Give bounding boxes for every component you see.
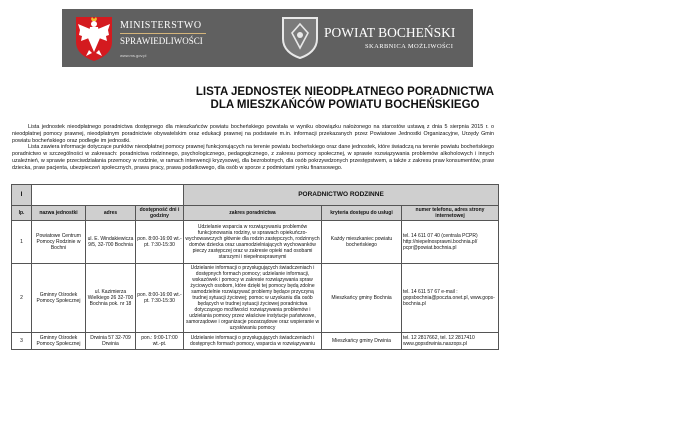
row-scope: Udzielanie wsparcia w rozwiązywaniu problemów funkcjonowania rodziny, w sprawach opiekuńczo-wychowawczych głównie dla rodzin zastępczych, rodzinnych domów dziecka oraz usamodzielniających wychowanków pieczy zastępczej oraz w zakresie opieki nad osobami starszymi i niepełnosprawnymi — [184, 221, 322, 264]
header-banner — [62, 9, 473, 67]
table-row — [12, 221, 499, 264]
intro-paragraph-1: Lista jednostek nieodpłatnego poradnictwa dostępnego dla mieszkańców powiatu bocheńskiego powstała w wyniku obowiązku nałożonego na starostów ustawą z dnia 5 sierpnia 2015 r. o nieodpłatnej pomocy prawnej, nieodpłatnym poradnictwie obywatelskim oraz edukacji prawnej na podstawie m.in. informacji przekazanych przez Powiatowe Jednostki Organizacyjne, Urzędy Gmin powiatu bocheńskiego oraz podległe im jednostki. — [12, 124, 494, 144]
row-address: ul. E. Windakiewicza 9/5, 32-700 Bochnia — [86, 221, 136, 264]
section-number: I — [12, 185, 32, 206]
column-header: lp. — [12, 206, 32, 221]
row-contact[interactable]: tel. 12 2817662, tel. 12 2817410 www.gopsdrwinia.naszops.pl — [402, 333, 499, 350]
row-hours: pon.: 9:00-17:00 wt.-pt. — [136, 333, 184, 350]
ministry-logo-block — [62, 9, 267, 67]
powiat-logo-block — [280, 9, 473, 67]
table-row — [12, 264, 499, 333]
page-title-line1: LISTA JEDNOSTEK NIEODPŁATNEGO PORADNICTWA — [195, 86, 495, 98]
column-header: kryteria dostępu do usługi — [322, 206, 402, 221]
row-hours: pon. 8:00-16:00 wt.-pt. 7:30-15:30 — [136, 264, 184, 333]
column-header-row — [12, 206, 499, 221]
column-header: numer telefonu, adres strony internetowej — [402, 206, 499, 221]
section-spacer — [32, 185, 184, 206]
section-header-row — [12, 185, 499, 206]
row-name: Gminny Ośrodek Pomocy Społecznej — [32, 333, 86, 350]
row-criteria: Mieszkańcy gminy Drwinia — [322, 333, 402, 350]
polish-eagle-emblem — [70, 14, 118, 62]
powiat-tagline: SKARBNICA MOŻLIWOŚCI — [365, 43, 454, 50]
row-address: Drwinia 57 32-709 Drwinia — [86, 333, 136, 350]
ministry-name-line1: MINISTERSTWO — [120, 20, 202, 31]
intro-paragraph-2: Lista zawiera informacje dotyczące punktów nieodpłatnej pomocy prawnej funkcjonujących na terenie powiatu bocheńskiego oraz dane jednostek, które świadczą na terenie powiatu bocheńskiego poradnictwo w szczególności w zakresach: poradnictwa rodzinnego, psychologicznego, pedagogicznego, z zakresu pomocy społecznej, w sprawie rozwiązywania problemów alkoholowych i innych uzależnień, w sprawie przeciwdziałania przemocy w rodzinie, w ramach interwencji kryzysowej, dla bezrobotnych, dla osób pokrzywdzonych przestępstwem, a także z zakresu praw konsumentów, praw dziecka, praw pacjenta, ubezpieczeń społecznych, prawa pracy, prawa podatkowego, dla osób w sporze z podmiotami rynku finansowego. — [12, 144, 494, 171]
row-scope: Udzielanie informacji o przysługujących świadczeniach i dostępnych formach pomocy; udzielanie informacji, wskazówek i pomocy w zakresie rozwiązywania spraw życiowych osobom, które dzięki tej pomocy będą zdolne samodzielnie rozwiązywać problemy będące przyczyną trudnej sytuacji życiowej; pomoc w uzyskaniu dla osób będących w trudnej sytuacji życiowej poradnictwa dotyczącego możliwości rozwiązywania problemów i udzielania pomocy przez właściwe instytucje państwowe, samorządowe i organizacje pozarządowe oraz wspieranie w uzyskiwaniu pomocy — [184, 264, 322, 333]
row-name: Gminny Ośrodek Pomocy Społecznej — [32, 264, 86, 333]
section-title: PORADNICTWO RODZINNE — [184, 185, 499, 206]
powiat-crest-icon — [280, 15, 320, 60]
row-scope: Udzielanie informacji o przysługujących świadczeniach i dostępnych formach pomocy, wsparcia w rozwiązywaniu — [184, 333, 322, 350]
ministry-url[interactable]: www.ms.gov.pl — [120, 53, 147, 58]
services-table — [11, 184, 499, 350]
row-criteria: Mieszkańcy gminy Bochnia — [322, 264, 402, 333]
ministry-name-line2: SPRAWIEDLIWOŚCI — [120, 36, 203, 46]
column-header: dostępność dni i godziny — [136, 206, 184, 221]
row-criteria: Każdy mieszkaniec powiatu bocheńskiego — [322, 221, 402, 264]
ministry-divider — [120, 33, 206, 34]
row-lp: 2 — [12, 264, 32, 333]
row-lp: 1 — [12, 221, 32, 264]
row-contact[interactable]: tel. 14 611 07 40 (centrala PCPR) http://niepelnosprawni.bochnia.pl/ pcpr@powiat.bochnia.pl — [402, 221, 499, 264]
row-lp: 3 — [12, 333, 32, 350]
table-row — [12, 333, 499, 350]
row-address: ul. Kazimierza Wielkiego 26 32-700 Bochnia pok. nr 18 — [86, 264, 136, 333]
row-hours: pon. 8:00-16:00 wt.-pt. 7:30-15:30 — [136, 221, 184, 264]
page-title-line2: DLA MIESZKAŃCÓW POWIATU BOCHEŃSKIEGO — [210, 99, 480, 111]
row-name: Powiatowe Centrum Pomocy Rodzinie w Bochni — [32, 221, 86, 264]
column-header: nazwa jednostki — [32, 206, 86, 221]
column-header: adres — [86, 206, 136, 221]
column-header: zakres poradnictwa — [184, 206, 322, 221]
powiat-name: POWIAT BOCHEŃSKI — [324, 25, 456, 40]
row-contact[interactable]: tel. 14 611 57 67 e-mail : gopsbochnia@poczta.onet.pl, www.gops-bochnia.pl — [402, 264, 499, 333]
